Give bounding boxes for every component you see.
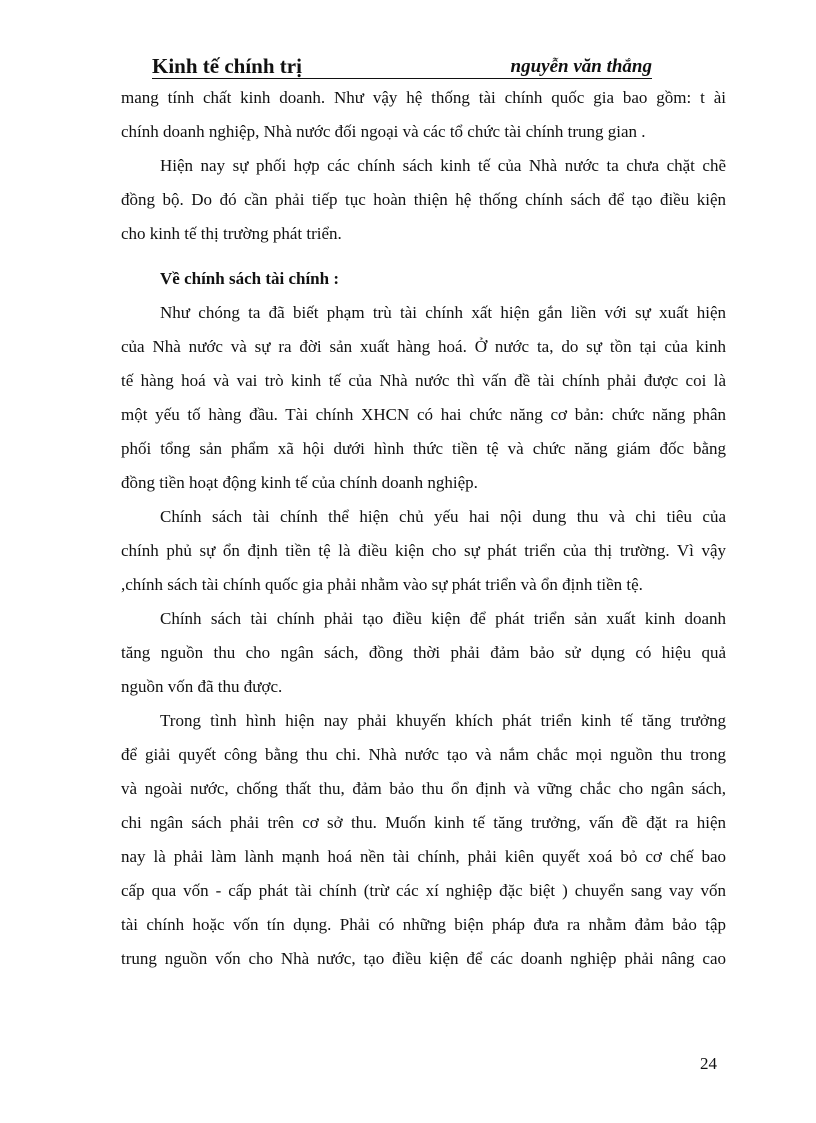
text-line: Hiện nay sự phối hợp các chính sách kinh tế của Nhà nước ta chưa chặt chẽ <box>160 156 726 175</box>
text-line: chính phủ sự ổn định tiền tệ là điều kiện cho sự phát triển của thị trường. Vì vậy <box>121 541 726 560</box>
text-line: của Nhà nước và sự ra đời sản xuất hàng hoá. Ở nước ta, do sự tồn tại của kinh <box>121 337 726 356</box>
text-line: cấp qua vốn - cấp phát tài chính (trừ các xí nghiệp đặc biệt ) chuyển sang vay vốn <box>121 881 726 900</box>
header-rule <box>152 78 652 79</box>
text-line: ,chính sách tài chính quốc gia phải nhằm vào sự phát triển và ổn định tiền tệ. <box>121 575 643 594</box>
text-line: chính doanh nghiệp, Nhà nước đối ngoại và các tổ chức tài chính trung gian . <box>121 122 646 141</box>
text-line: tăng nguồn thu cho ngân sách, đồng thời phải đảm bảo sử dụng có hiệu quả <box>121 643 726 662</box>
text-line: đồng bộ. Do đó cần phải tiếp tục hoàn thiện hệ thống chính sách để tạo điều kiện <box>121 190 726 209</box>
text-line: chi ngân sách phải trên cơ sở thu. Muốn kinh tế tăng trưởng, vấn đề đặt ra hiện <box>121 813 726 832</box>
header-title: Kinh tế chính trị <box>152 54 302 78</box>
text-line: Chính sách tài chính phải tạo điều kiện để phát triển sản xuất kinh doanh <box>160 609 726 628</box>
text-line: trung nguồn vốn cho Nhà nước, tạo điều kiện để các doanh nghiệp phải nâng cao <box>121 949 726 968</box>
text-line: cho kinh tế thị trường phát triển. <box>121 224 342 243</box>
text-line: đồng tiền hoạt động kinh tế của chính doanh nghiệp. <box>121 473 478 492</box>
header-author: nguyễn văn thắng <box>510 56 652 77</box>
text-line: Trong tình hình hiện nay phải khuyến khích phát triển kinh tế tăng trưởng <box>160 711 726 730</box>
text-line: để giải quyết công bằng thu chi. Nhà nước tạo và nắm chắc mọi nguồn thu trong <box>121 745 726 764</box>
text-line: nay là phải làm lành mạnh hoá nền tài chính, phải kiên quyết xoá bỏ cơ chế bao <box>121 847 726 866</box>
section-heading: Về chính sách tài chính : <box>160 269 339 288</box>
page-header <box>152 54 652 80</box>
text-line: mang tính chất kinh doanh. Như vậy hệ thống tài chính quốc gia bao gồm: t ài <box>121 88 726 107</box>
page-number: 24 <box>700 1054 717 1073</box>
text-line: Chính sách tài chính thể hiện chủ yếu hai nội dung thu và chi tiêu của <box>160 507 726 526</box>
text-line: một yếu tố hàng đầu. Tài chính XHCN có hai chức năng cơ bản: chức năng phân <box>121 405 726 424</box>
paragraph-gap <box>121 251 726 262</box>
text-line: tế hàng hoá và vai trò kinh tế của Nhà nước thì vấn đề tài chính phải được coi là <box>121 371 726 390</box>
text-line: phối tổng sản phẩm xã hội dưới hình thức tiền tệ và chức năng giám đốc bằng <box>121 439 726 458</box>
text-line: tài chính hoặc vốn tín dụng. Phải có những biện pháp đưa ra nhằm đảm bảo tập <box>121 915 726 934</box>
text-line: nguồn vốn đã thu được. <box>121 677 283 696</box>
text-line: Như chóng ta đã biết phạm trù tài chính xất hiện gắn liền với sự xuất hiện <box>160 303 726 322</box>
document-body <box>121 81 726 976</box>
text-line: và ngoài nước, chống thất thu, đảm bảo thu ổn định và vững chắc cho ngân sách, <box>121 779 726 798</box>
